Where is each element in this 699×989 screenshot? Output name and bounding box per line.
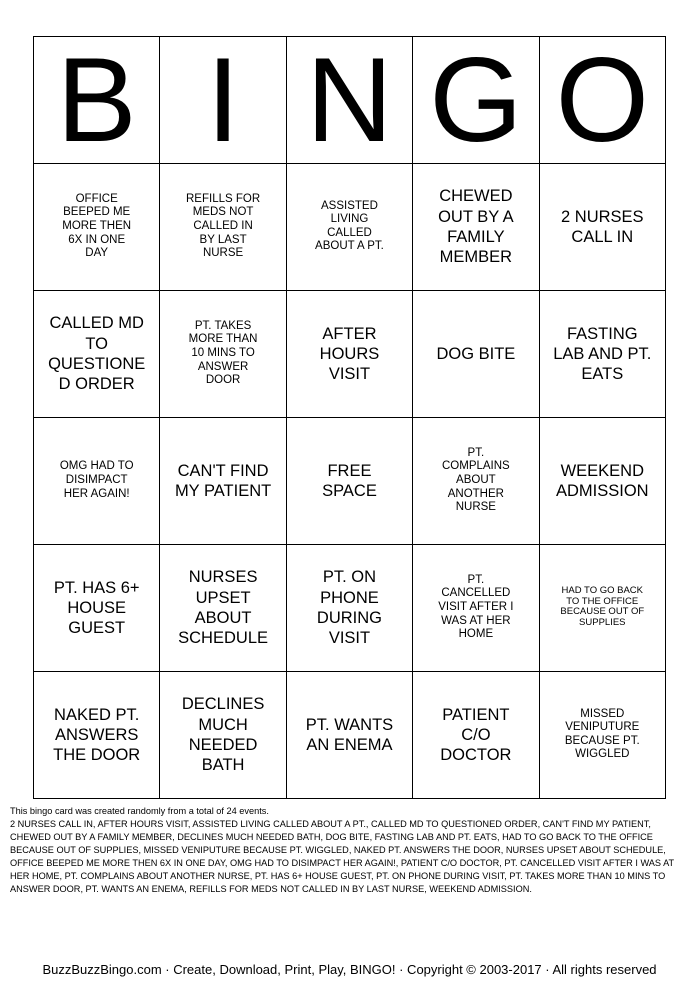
bingo-row bbox=[34, 164, 666, 291]
bingo-cell[interactable] bbox=[286, 291, 412, 418]
site-footer: BuzzBuzzBingo.com · Create, Download, Print, Play, BINGO! · Copyright © 2003-2017 · All rights reserved bbox=[42, 962, 657, 977]
bingo-cell[interactable] bbox=[539, 545, 665, 672]
header-letter-g: G bbox=[413, 37, 539, 164]
bingo-cell[interactable] bbox=[539, 418, 665, 545]
bingo-cell[interactable] bbox=[413, 418, 539, 545]
bingo-cell-text: PATIENT C/O DOCTOR bbox=[440, 705, 512, 765]
bingo-cell-text: FREE SPACE bbox=[322, 461, 377, 500]
header-letter-o: O bbox=[539, 37, 665, 164]
bingo-cell[interactable] bbox=[413, 672, 539, 799]
bingo-cell-text: FASTING LAB AND PT. EATS bbox=[553, 324, 652, 384]
event-list-text: 2 NURSES CALL IN, AFTER HOURS VISIT, ASSISTED LIVING CALLED ABOUT A PT., CALLED MD TO QUESTIONED ORDER, CAN'T FIND MY PATIENT, CHEWED OUT BY A FAMILY MEMBER, DECLINES MUCH NEEDED BATH, DOG BITE, FASTING LAB AND PT. EATS, HAD TO GO BACK TO THE OFFICE BECAUSE OUT OF SUPPLIES, MISSED VENIPUTURE BECAUSE PT. WIGGLED, NAKED PT. ANSWERS THE DOOR, NURSES UPSET ABOUT SCHEDULE, OFFICE BEEPED ME MORE THEN 6X IN ONE DAY, OMG HAD TO DISIMPACT HER AGAIN!, PATIENT C/O DOCTOR, PT. CANCELLED VISIT AFTER I WAS AT HER HOME, PT. COMPLAINS ABOUT ANOTHER NURSE, PT. HAS 6+ HOUSE GUEST, PT. ON PHONE DURING VISIT, PT. TAKES MORE THAN 10 MINS TO ANSWER DOOR, PT. WANTS AN ENEMA, REFILLS FOR MEDS NOT CALLED IN BY LAST NURSE, WEEKEND ADMISSION. bbox=[10, 819, 674, 895]
bingo-grid bbox=[34, 164, 666, 799]
bingo-cell[interactable] bbox=[160, 164, 286, 291]
event-count-text: This bingo card was created randomly from a total of 24 events. bbox=[10, 806, 269, 816]
bingo-cell-text: PT. CANCELLED VISIT AFTER I WAS AT HER HOME bbox=[438, 573, 514, 641]
bingo-cell[interactable] bbox=[286, 545, 412, 672]
bingo-cell[interactable] bbox=[160, 418, 286, 545]
bingo-cell[interactable] bbox=[286, 672, 412, 799]
bingo-cell[interactable] bbox=[34, 545, 160, 672]
bingo-cell-text: CHEWED OUT BY A FAMILY MEMBER bbox=[438, 187, 514, 267]
bingo-cell-text: CAN'T FIND MY PATIENT bbox=[174, 461, 272, 500]
bingo-cell-text: REFILLS FOR MEDS NOT CALLED IN BY LAST NURSE bbox=[186, 192, 261, 260]
event-list-note bbox=[10, 805, 690, 896]
bingo-cell-text: PT. WANTS AN ENEMA bbox=[305, 715, 394, 754]
bingo-cell[interactable] bbox=[539, 291, 665, 418]
bingo-cell-text: HAD TO GO BACK TO THE OFFICE BECAUSE OUT OF SUPPLIES bbox=[560, 585, 645, 628]
bingo-cell[interactable] bbox=[286, 164, 412, 291]
header-letter-b: B bbox=[34, 37, 160, 164]
bingo-row bbox=[34, 545, 666, 672]
bingo-cell[interactable] bbox=[34, 164, 160, 291]
bingo-cell[interactable] bbox=[34, 672, 160, 799]
bingo-cell[interactable] bbox=[413, 164, 539, 291]
bingo-cell-text: OFFICE BEEPED ME MORE THEN 6X IN ONE DAY bbox=[62, 192, 132, 260]
bingo-cell[interactable] bbox=[160, 672, 286, 799]
bingo-cell[interactable] bbox=[34, 291, 160, 418]
bingo-row bbox=[34, 291, 666, 418]
header-letter-n: N bbox=[286, 37, 412, 164]
bingo-cell-text: PT. COMPLAINS ABOUT ANOTHER NURSE bbox=[441, 446, 510, 514]
bingo-cell-text: PT. ON PHONE DURING VISIT bbox=[316, 568, 383, 648]
bingo-row bbox=[34, 418, 666, 545]
bingo-cell[interactable] bbox=[413, 545, 539, 672]
bingo-cell[interactable] bbox=[539, 164, 665, 291]
bingo-cell[interactable] bbox=[160, 291, 286, 418]
bingo-cell-text: DOG BITE bbox=[436, 344, 516, 363]
bingo-cell-text: NURSES UPSET ABOUT SCHEDULE bbox=[178, 568, 268, 648]
bingo-cell-text: NAKED PT. ANSWERS THE DOOR bbox=[53, 705, 141, 765]
bingo-cell-text: DECLINES MUCH NEEDED BATH bbox=[181, 695, 265, 775]
bingo-cell[interactable] bbox=[34, 418, 160, 545]
bingo-cell-text: 2 NURSES CALL IN bbox=[561, 207, 644, 246]
bingo-cell[interactable] bbox=[160, 545, 286, 672]
bingo-cell-text: ASSISTED LIVING CALLED ABOUT A PT. bbox=[315, 199, 384, 253]
bingo-cell-text: CALLED MD TO QUESTIONED ORDER bbox=[48, 314, 146, 394]
bingo-cell-text: PT. HAS 6+ HOUSE GUEST bbox=[53, 578, 140, 638]
bingo-cell-text: AFTER HOURS VISIT bbox=[319, 324, 380, 384]
bingo-cell-text: OMG HAD TO DISIMPACT HER AGAIN! bbox=[59, 460, 134, 500]
bingo-cell[interactable] bbox=[286, 418, 412, 545]
bingo-cell[interactable] bbox=[413, 291, 539, 418]
header-letter-i: I bbox=[160, 37, 286, 164]
bingo-row bbox=[34, 672, 666, 799]
bingo-card bbox=[33, 36, 666, 799]
bingo-cell-text: MISSED VENIPUTURE BECAUSE PT. WIGGLED bbox=[564, 707, 640, 761]
bingo-cell[interactable] bbox=[539, 672, 665, 799]
bingo-cell-text: WEEKEND ADMISSION bbox=[555, 461, 649, 500]
header-row bbox=[34, 37, 666, 164]
bingo-cell-text: PT. TAKES MORE THAN 10 MINS TO ANSWER DOOR bbox=[188, 319, 258, 387]
